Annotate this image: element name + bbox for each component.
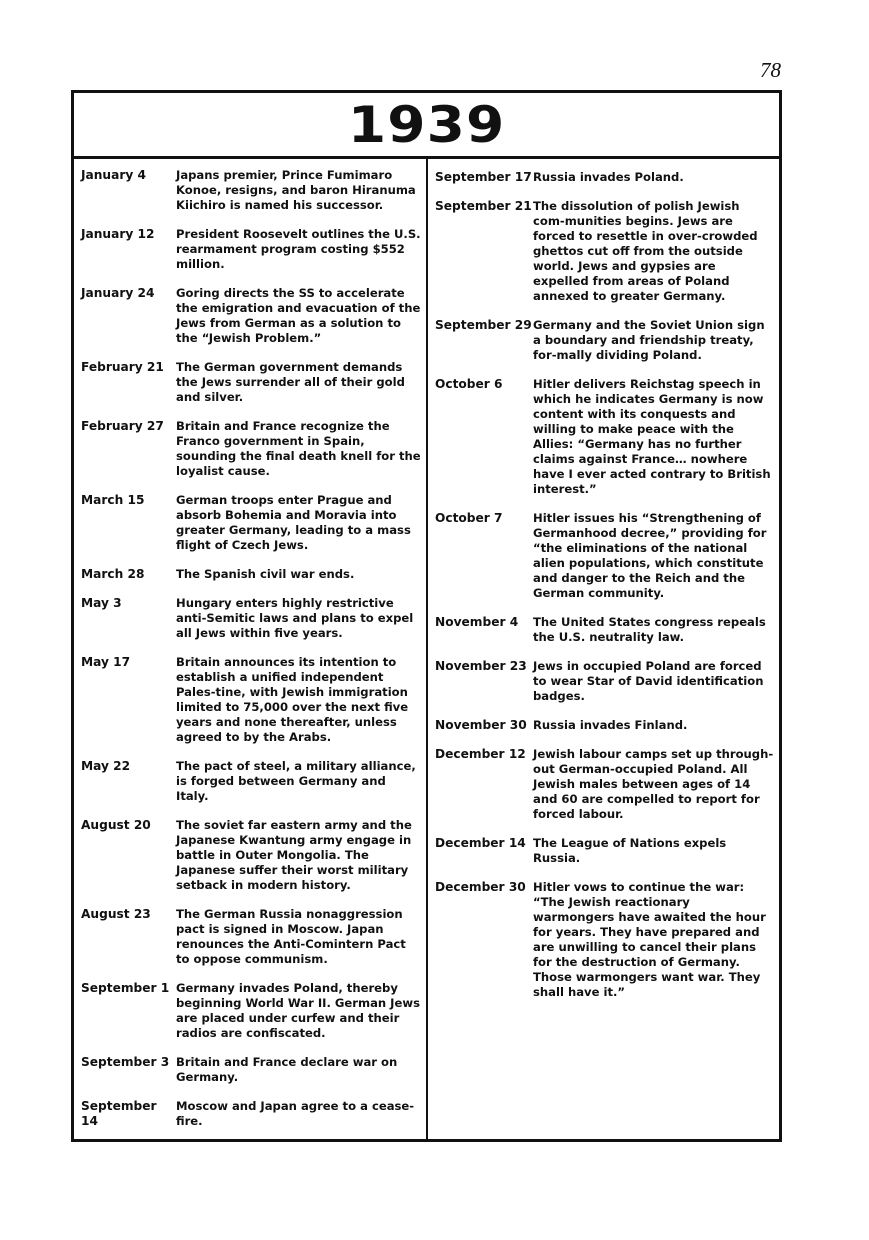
entry-date: September 21 bbox=[435, 199, 532, 213]
entry-text: The dissolution of polish Jewish com-munities begins. Jews are forced to resettle in over-crowded ghettos cut off from the outside world. Jews and gypsies are expelled from areas of Poland annexed to greater Germany. bbox=[533, 199, 758, 303]
timeline-entry bbox=[435, 747, 779, 822]
entry-date: May 17 bbox=[81, 655, 131, 669]
entry-date: September 3 bbox=[81, 1055, 170, 1069]
entry-text: Jews in occupied Poland are forced to wear Star of David identification badges. bbox=[533, 659, 764, 703]
entry-text: German troops enter Prague and absorb Bohemia and Moravia into greater Germany, leading to a mass flight of Czech Jews. bbox=[176, 493, 411, 552]
timeline-entry bbox=[81, 818, 426, 893]
entry-text: The German Russia nonaggression pact is signed in Moscow. Japan renounces the Anti-Comintern Pact to oppose communism. bbox=[176, 907, 406, 966]
timeline-entry bbox=[81, 759, 426, 804]
timeline-entry bbox=[81, 567, 426, 582]
timeline-entry bbox=[435, 836, 779, 866]
entry-date: September 29 bbox=[435, 318, 532, 332]
entry-date: January 24 bbox=[81, 286, 155, 300]
timeline-entry bbox=[81, 1099, 426, 1129]
entry-text: Britain and France recognize the Franco government in Spain, sounding the final death knell for the loyalist cause. bbox=[176, 419, 421, 478]
entry-date: May 22 bbox=[81, 759, 131, 773]
entry-text: Russia invades Poland. bbox=[533, 170, 684, 184]
timeline-entry bbox=[435, 511, 779, 601]
timeline-entry bbox=[435, 170, 779, 185]
entry-text: The League of Nations expels Russia. bbox=[533, 836, 727, 865]
timeline-entry bbox=[81, 419, 426, 479]
timeline-entry bbox=[435, 718, 779, 733]
entry-text: Russia invades Finland. bbox=[533, 718, 688, 732]
page-number: 78 bbox=[760, 58, 781, 82]
timeline-entry bbox=[81, 227, 426, 272]
entry-text: Japans premier, Prince Fumimaro Konoe, resigns, and baron Hiranuma Kiichiro is named his successor. bbox=[176, 168, 416, 212]
timeline-entry bbox=[81, 360, 426, 405]
entry-text: The United States congress repeals the U.S. neutrality law. bbox=[533, 615, 766, 644]
timeline-entry bbox=[81, 907, 426, 967]
timeline-entry bbox=[81, 286, 426, 346]
entry-text: Moscow and Japan agree to a cease-fire. bbox=[176, 1099, 415, 1128]
timeline-entry bbox=[81, 493, 426, 553]
timeline-entry bbox=[81, 655, 426, 745]
entry-text: Goring directs the SS to accelerate the emigration and evacuation of the Jews from German as a solution to the “Jewish Problem.” bbox=[176, 286, 421, 345]
entry-date: October 6 bbox=[435, 377, 503, 391]
entry-text: The soviet far eastern army and the Japanese Kwantung army engage in battle in Outer Mongolia. The Japanese suffer their worst military setback in modern history. bbox=[176, 818, 412, 892]
entry-date: November 30 bbox=[435, 718, 527, 732]
entry-text: President Roosevelt outlines the U.S. rearmament program costing $552 million. bbox=[176, 227, 421, 271]
entry-date: February 21 bbox=[81, 360, 164, 374]
timeline-entry bbox=[435, 659, 779, 704]
entry-text: The pact of steel, a military alliance, is forged between Germany and Italy. bbox=[176, 759, 416, 803]
entry-text: The German government demands the Jews surrender all of their gold and silver. bbox=[176, 360, 405, 404]
entry-text: Hitler vows to continue the war: “The Jewish reactionary warmongers have awaited the hour for years. They have prepared and are unwilling to cancel their plans for the destruction of Germany. Those warmongers want war. They shall have it.” bbox=[533, 880, 766, 999]
timeline-entry bbox=[435, 318, 779, 363]
entry-text: The Spanish civil war ends. bbox=[176, 567, 355, 581]
timeline-entry bbox=[435, 615, 779, 645]
timeline-entry bbox=[81, 981, 426, 1041]
entry-text: Hungary enters highly restrictive anti-Semitic laws and plans to expel all Jews within five years. bbox=[176, 596, 414, 640]
entry-text: Germany invades Poland, thereby beginning World War II. German Jews are placed under curfew and their radios are confiscated. bbox=[176, 981, 420, 1040]
entry-date: September 17 bbox=[435, 170, 532, 184]
year-title: 1939 bbox=[347, 95, 506, 154]
timeline-table bbox=[71, 90, 782, 1142]
entry-date: January 12 bbox=[81, 227, 155, 241]
entry-date: October 7 bbox=[435, 511, 503, 525]
entry-text: Germany and the Soviet Union sign a boundary and friendship treaty, for-mally dividing Poland. bbox=[533, 318, 765, 362]
entry-text: Britain and France declare war on Germany. bbox=[176, 1055, 398, 1084]
entry-date: December 12 bbox=[435, 747, 526, 761]
right-column bbox=[428, 159, 779, 1139]
entry-date: November 4 bbox=[435, 615, 519, 629]
entry-text: Jewish labour camps set up through-out German-occupied Poland. All Jewish males between ages of 14 and 60 are compelled to report for forced labour. bbox=[533, 747, 774, 821]
entry-date: August 23 bbox=[81, 907, 151, 921]
entry-text: Britain announces its intention to establish a unified independent Pales-tine, with Jewish immigration limited to 75,000 over the next five years and none thereafter, unless agreed to by the Arabs. bbox=[176, 655, 409, 744]
entry-date: September 1 bbox=[81, 981, 170, 995]
entry-date: September 14 bbox=[81, 1099, 157, 1128]
timeline-columns bbox=[74, 159, 779, 1139]
title-bar bbox=[74, 93, 779, 159]
timeline-entry bbox=[81, 168, 426, 213]
entry-text: Hitler delivers Reichstag speech in which he indicates Germany is now content with its conquests and willing to make peace with the Allies: “Germany has no further claims against France… nowhere have I ever acted contrary to British interest.” bbox=[533, 377, 771, 496]
left-column bbox=[74, 159, 428, 1139]
entry-text: Hitler issues his “Strengthening of Germanhood decree,” providing for “the eliminations of the national alien populations, which constitute and danger to the Reich and the German community. bbox=[533, 511, 767, 600]
timeline-entry bbox=[81, 596, 426, 641]
timeline-entry bbox=[435, 880, 779, 1000]
timeline-entry bbox=[81, 1055, 426, 1085]
entry-date: March 28 bbox=[81, 567, 145, 581]
entry-date: November 23 bbox=[435, 659, 527, 673]
entry-date: May 3 bbox=[81, 596, 122, 610]
entry-date: February 27 bbox=[81, 419, 164, 433]
timeline-entry bbox=[435, 377, 779, 497]
timeline-entry bbox=[435, 199, 779, 304]
entry-date: March 15 bbox=[81, 493, 145, 507]
entry-date: December 30 bbox=[435, 880, 526, 894]
entry-date: December 14 bbox=[435, 836, 526, 850]
entry-date: January 4 bbox=[81, 168, 147, 182]
entry-date: August 20 bbox=[81, 818, 151, 832]
